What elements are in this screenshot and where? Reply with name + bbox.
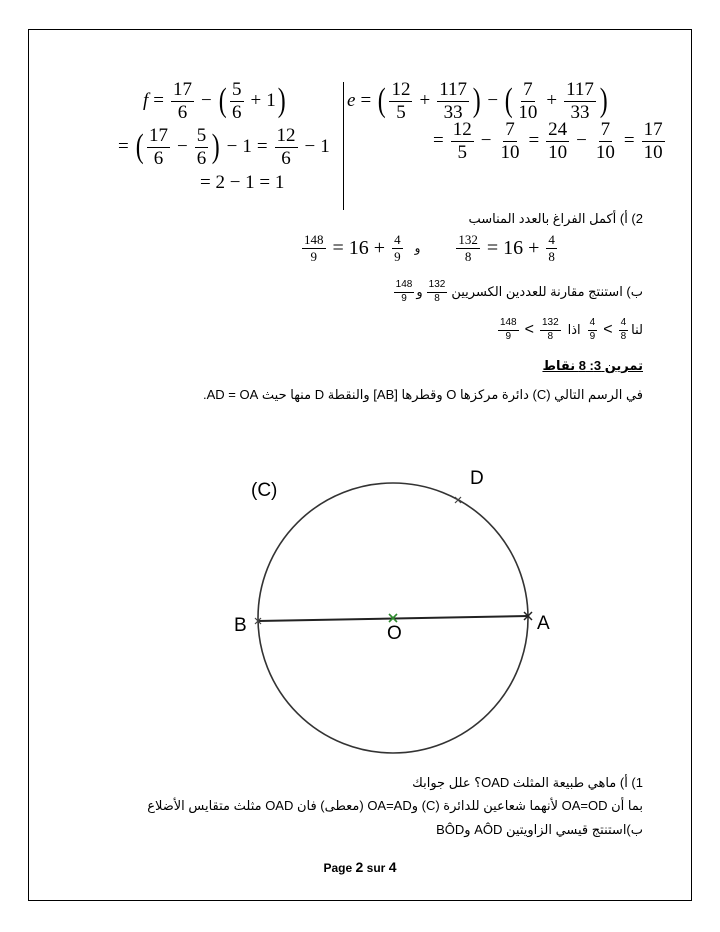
fraction: $\frac{5}{6}$ (196, 125, 207, 169)
e-line-1: e = ( $\frac{12}{5}$ + $\frac{117}{33}$ ) − ( $\frac{7}{10}$ + $\frac{117}{33}$ ) (347, 79, 608, 123)
f-line-3: = 2 − 1 = 1 (200, 172, 285, 193)
fraction: $\frac{17}{6}$ (149, 125, 169, 169)
fraction: $\frac{132}{8}$ (458, 232, 478, 264)
exercise-3-title: تمرين 3: 8 نقاط (542, 358, 643, 373)
label-d: D (470, 468, 484, 489)
answer-1a: بما أن OA=OD لأنهما شعاعين للدائرة (C) وOA=AD (معطى) فان OAD مثلث متقايس الأضلاع (147, 798, 643, 813)
fraction: $\frac{132}{8}$ (541, 317, 559, 342)
e-variable: e (347, 90, 356, 112)
fraction: $\frac{148}{9}$ (304, 232, 324, 264)
label-o: O (387, 623, 402, 644)
q2a-label: 2) أ) أكمل الفراغ بالعدد المناسب (468, 211, 643, 226)
exercise-3-intro: في الرسم التالي (C) دائرة مركزها O وقطرها [AB] والنقطة D منها حيث AD = OA. (202, 387, 643, 402)
circle-label: (C) (251, 480, 278, 501)
fraction: $\frac{117}{33}$ (566, 79, 594, 123)
question-1a: 1) أ) ماهي طبيعة المثلث OAD؟ علل جوابك (412, 775, 643, 790)
question-1b: ب)استنتج قيسي الزاويتين AÔD وBÔD (436, 822, 643, 837)
f-variable: f (143, 90, 149, 112)
f-line-1: f = $\frac{17}{6}$ − ( $\frac{5}{6}$ + 1 ) (143, 79, 286, 123)
fraction: $\frac{117}{33}$ (439, 79, 467, 123)
fraction: $\frac{4}{9}$ (589, 317, 596, 342)
fraction: $\frac{148}{9}$ (499, 317, 517, 342)
fraction: $\frac{24}{10}$ (548, 119, 568, 163)
fraction: $\frac{4}{9}$ (394, 232, 401, 264)
fraction: $\frac{148}{9}$ (395, 279, 413, 304)
page-footer: Page 2 sur 4 (323, 859, 397, 875)
fraction: $\frac{5}{6}$ (232, 79, 242, 123)
fraction: $\frac{7}{10}$ (500, 119, 520, 163)
fraction: $\frac{7}{10}$ (595, 119, 615, 163)
e-line-2: = $\frac{12}{5}$ − $\frac{7}{10}$ = $\frac{24}{10}$ − $\frac{7}{10}$ = $\frac{17}{10}$ (433, 119, 663, 163)
and-connector: و (414, 241, 421, 256)
fraction: $\frac{4}{8}$ (548, 232, 555, 264)
fraction: $\frac{12}{6}$ (276, 125, 296, 169)
fraction: $\frac{4}{8}$ (620, 317, 627, 342)
fraction: $\frac{17}{6}$ (173, 79, 192, 123)
fraction: $\frac{12}{5}$ (391, 79, 411, 123)
q2b-label: ب) استنتج مقارنة للعددين الكسريين $\frac{132}{8}$ و $\frac{148}{9}$ (395, 279, 643, 304)
q2-conclusion: لنا $\frac{4}{8}$ > $\frac{4}{9}$ اذا $\frac{132}{8}$ > $\frac{148}{9}$ (499, 317, 643, 342)
fraction: $\frac{7}{10}$ (518, 79, 538, 123)
fraction: $\frac{17}{10}$ (643, 119, 663, 163)
fraction: $\frac{132}{8}$ (428, 279, 446, 304)
label-a: A (537, 613, 550, 634)
f-line-2: = ( $\frac{17}{6}$ − $\frac{5}{6}$ ) − 1 = $\frac{12}{6}$ − 1 (118, 125, 330, 169)
q2-equations: $\frac{148}{9}$ = 16 + $\frac{4}{9}$ و $\frac{132}{8}$ = 16 + $\frac{4}{8}$ (304, 232, 555, 264)
fraction: $\frac{12}{5}$ (452, 119, 472, 163)
label-b: B (234, 615, 247, 636)
